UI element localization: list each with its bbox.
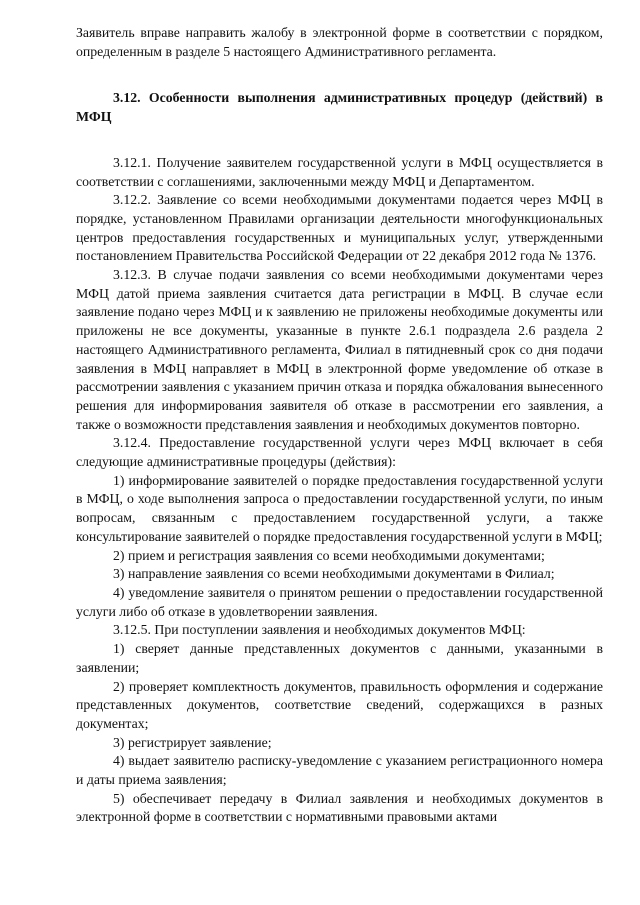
paragraph-3-12-5: 3.12.5. При поступлении заявления и необходимых документов МФЦ: xyxy=(113,622,526,638)
paragraph-3-12-4: 3.12.4. Предоставление государственной услуги через МФЦ включает в себя следующие административные процедуры (действия): xyxy=(76,435,603,470)
section-heading: 3.12. Особенности выполнения административных процедур (действий) в МФЦ xyxy=(76,90,603,125)
list-item: 2) проверяет комплектность документов, правильность оформления и содержание представленных документов, соответствие сведений, содержащихся в разных документах; xyxy=(76,678,603,731)
list-item: 4) уведомление заявителя о принятом решении о предоставлении государственной услуги либо об отказе в удовлетворении заявления. xyxy=(76,584,603,619)
list-item: 3) направление заявления со всеми необходимыми документами в Филиал; xyxy=(113,566,555,582)
list-item: 1) информирование заявителей о порядке предоставления государственной услуги в МФЦ, о ходе выполнения запроса о предоставлении государственной услуги, по иным вопросам, связанным с предоставлением государственной услуги, а также консультирование заявителей о порядке предоставления государственной услуги в МФЦ; xyxy=(76,472,603,544)
list-item: 5) обеспечивает передачу в Филиал заявления и необходимых документов в электронной форме в соответствии с нормативными правовыми актами xyxy=(76,790,603,825)
list-item: 4) выдает заявителю расписку-уведомление с указанием регистрационного номера и даты приема заявления; xyxy=(76,753,603,788)
document-page xyxy=(76,24,603,827)
intro-paragraph: Заявитель вправе направить жалобу в электронной форме в соответствии с порядком, определенным в разделе 5 настоящего Административного регламента. xyxy=(76,25,603,59)
paragraph-3-12-2: 3.12.2. Заявление со всеми необходимыми документами подается через МФЦ в порядке, установленном Правилами организации деятельности многофункциональных центров предоставления государственных и муниципальных услуг, утвержденными постановлением Правительства Российской Федерации от 22 декабря 2012 года № 1376. xyxy=(76,192,603,264)
paragraph-3-12-3: 3.12.3. В случае подачи заявления со всеми необходимыми документами через МФЦ датой приема заявления считается дата регистрации в МФЦ. В случае если заявление подано через МФЦ и к заявлению не приложены необходимые документы или приложены не все документы, указанные в пункте 2.6.1 подраздела 2.6 раздела 2 настоящего Административного регламента, Филиал в пятидневный срок со дня подачи заявления в МФЦ направляет в МФЦ в электронной форме уведомление об отказе в рассмотрении заявления с указанием причин отказа и порядка обжалования вынесенного решения для информирования заявителя об отказе в рассмотрении его заявления, а также о возможности представления заявления и необходимых документов повторно. xyxy=(76,267,603,432)
list-item: 2) прием и регистрация заявления со всеми необходимыми документами; xyxy=(113,547,545,563)
list-item: 1) сверяет данные представленных документов с данными, указанными в заявлении; xyxy=(76,641,603,675)
list-item: 3) регистрирует заявление; xyxy=(113,734,272,750)
paragraph-3-12-1: 3.12.1. Получение заявителем государственной услуги в МФЦ осуществляется в соответствии с соглашениями, заключенными между МФЦ и Департаментом. xyxy=(76,154,603,189)
